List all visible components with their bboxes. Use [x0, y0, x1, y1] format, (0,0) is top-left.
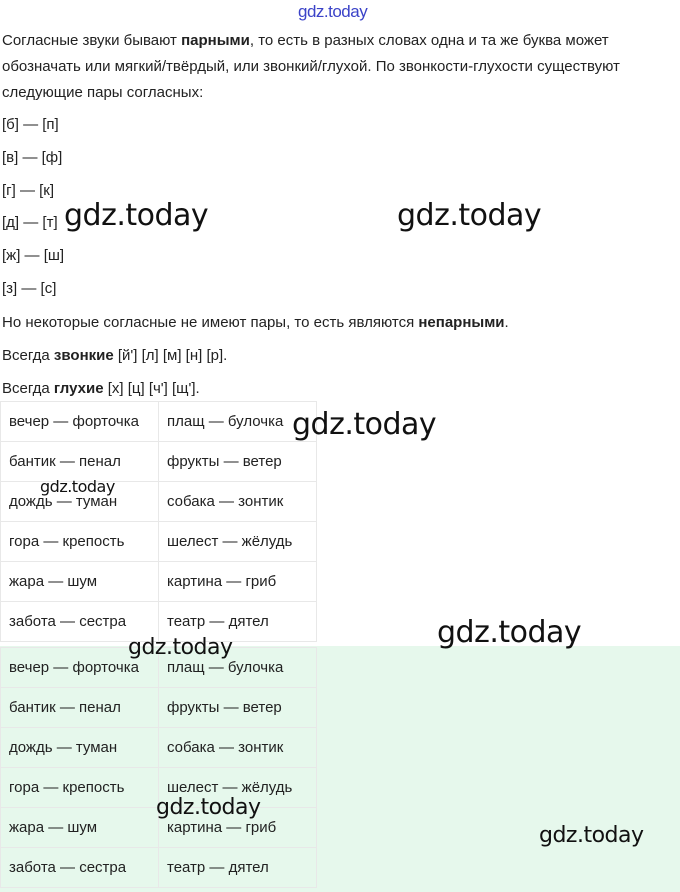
- voiced-rest: [й'] [л] [м] [н] [р].: [113, 347, 228, 364]
- voiced-prefix: Всегда: [2, 347, 54, 364]
- table-cell: гора — крепость: [1, 768, 159, 808]
- table-row: [1, 562, 317, 602]
- unpaired-line: [2, 312, 509, 334]
- unpaired-text: Но некоторые согласные не имеют пары, то есть являются: [2, 314, 419, 331]
- table-cell: фрукты — ветер: [159, 442, 317, 482]
- pair-line: [в] — [ф]: [2, 149, 63, 166]
- pair-line: [б] — [п]: [2, 116, 59, 133]
- table-row: [1, 522, 317, 562]
- watermark: gdz.today: [40, 477, 115, 496]
- voiceless-line: [2, 378, 200, 400]
- table-cell: плащ — булочка: [159, 402, 317, 442]
- table-cell: вечер — форточка: [1, 648, 159, 688]
- answer-table: [0, 647, 317, 888]
- table-cell: собака — зонтик: [159, 728, 317, 768]
- table-row: [1, 688, 317, 728]
- table-cell: театр — дятел: [159, 602, 317, 642]
- voiced-bold: звонкие: [53, 347, 114, 364]
- word-pairs-table: [0, 401, 317, 642]
- table-cell: бантик — пенал: [1, 442, 159, 482]
- watermark: gdz.today: [128, 635, 233, 660]
- table-cell: дождь — туман: [1, 482, 159, 522]
- watermark: gdz.today: [292, 407, 437, 442]
- table-cell: жара — шум: [1, 562, 159, 602]
- table-cell: плащ — булочка: [159, 648, 317, 688]
- intro-text: Согласные звуки бывают: [2, 32, 182, 49]
- voiceless-rest: [х] [ц] [ч'] [щ'].: [103, 380, 200, 397]
- table-cell: театр — дятел: [159, 848, 317, 888]
- watermark: gdz.today: [397, 198, 542, 233]
- table-row: [1, 848, 317, 888]
- pair-line: [д] — [т]: [2, 214, 58, 231]
- voiced-line: [2, 345, 227, 367]
- table-cell: жара — шум: [1, 808, 159, 848]
- site-logo[interactable]: gdz.today: [298, 2, 368, 21]
- table-row: [1, 402, 317, 442]
- table-cell: картина — гриб: [159, 562, 317, 602]
- intro-text-rest: , то есть в разных словах одна и та же буква может обозначать или мягкий/твёрдый, или звонкий/глухой. По звонкости-глухости существуют следующие пары согласных:: [2, 32, 620, 101]
- table-row: [1, 728, 317, 768]
- table-cell: гора — крепость: [1, 522, 159, 562]
- table-cell: картина — гриб: [159, 808, 317, 848]
- table-cell: бантик — пенал: [1, 688, 159, 728]
- table-cell: фрукты — ветер: [159, 688, 317, 728]
- table-cell: вечер — форточка: [1, 402, 159, 442]
- pair-line: [з] — [с]: [2, 280, 57, 297]
- intro-bold-paired: парными: [181, 32, 250, 49]
- table-cell: забота — сестра: [1, 848, 159, 888]
- table-cell: дождь — туман: [1, 728, 159, 768]
- watermark: gdz.today: [539, 823, 644, 848]
- unpaired-end: .: [504, 314, 509, 331]
- pair-line: [ж] — [ш]: [2, 247, 65, 264]
- watermark: gdz.today: [156, 795, 261, 820]
- watermark: gdz.today: [437, 615, 582, 650]
- voiceless-prefix: Всегда: [2, 380, 54, 397]
- pair-line: [г] — [к]: [2, 182, 55, 199]
- table-cell: забота — сестра: [1, 602, 159, 642]
- table-cell: шелест — жёлудь: [159, 522, 317, 562]
- watermark: gdz.today: [64, 198, 209, 233]
- table-cell: собака — зонтик: [159, 482, 317, 522]
- unpaired-bold: непарными: [418, 314, 505, 331]
- table-row: [1, 442, 317, 482]
- intro-paragraph: [2, 28, 674, 106]
- table-cell: шелест — жёлудь: [159, 768, 317, 808]
- voiceless-bold: глухие: [53, 380, 104, 397]
